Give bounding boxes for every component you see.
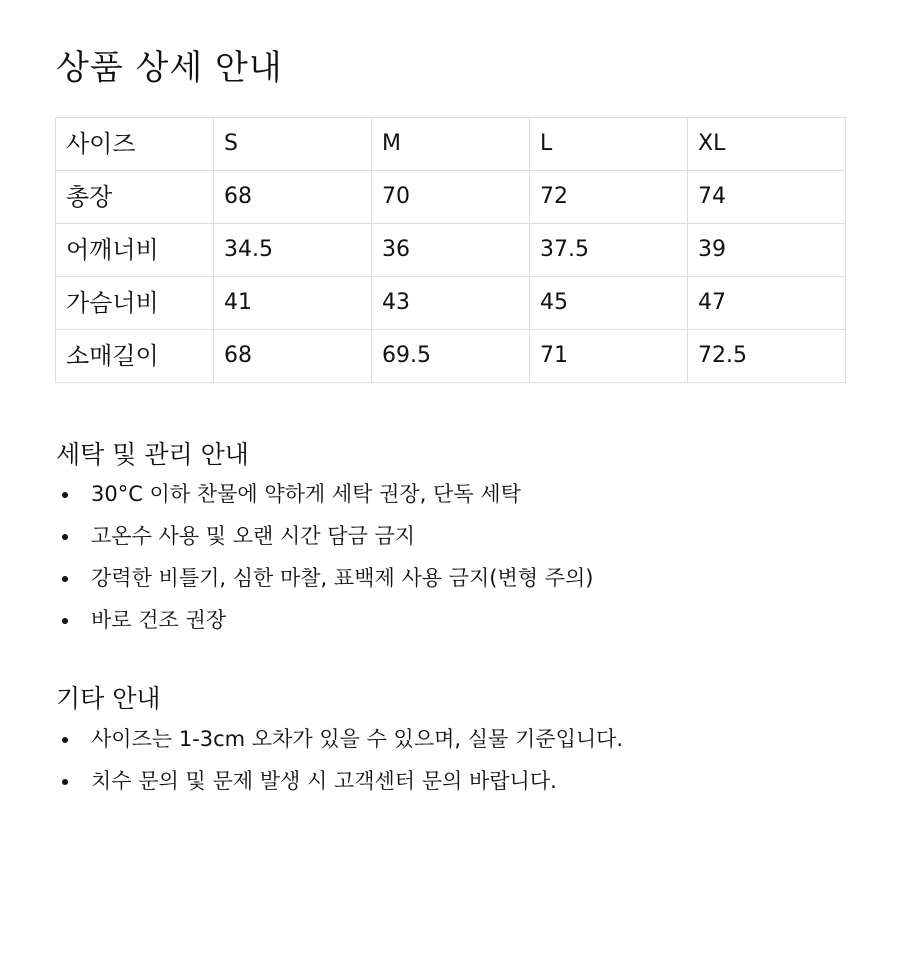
list-item-text: 사이즈는 1-3cm 오차가 있을 수 있으며, 실물 기준입니다. xyxy=(91,727,624,751)
care-list xyxy=(56,480,593,648)
table-row xyxy=(56,330,846,383)
table-cell: 47 xyxy=(688,277,846,330)
bullet-icon xyxy=(62,618,68,624)
table-cell: 가슴너비 xyxy=(56,277,214,330)
table-cell: L xyxy=(530,118,688,171)
list-item xyxy=(56,606,593,648)
table-cell: 36 xyxy=(372,224,530,277)
list-item-text: 강력한 비틀기, 심한 마찰, 표백제 사용 금지(변형 주의) xyxy=(91,566,594,590)
table-cell: 34.5 xyxy=(214,224,372,277)
table-cell: 소매길이 xyxy=(56,330,214,383)
table-cell: 68 xyxy=(214,330,372,383)
list-item xyxy=(56,767,623,809)
table-cell: 68 xyxy=(214,171,372,224)
table-cell: S xyxy=(214,118,372,171)
table-row-header xyxy=(56,118,846,171)
bullet-icon xyxy=(62,492,68,498)
table-row xyxy=(56,277,846,330)
other-list xyxy=(56,725,623,809)
care-section-title: 세탁 및 관리 안내 xyxy=(56,440,249,469)
table-cell: 43 xyxy=(372,277,530,330)
table-cell: 사이즈 xyxy=(56,118,214,171)
table-cell: 69.5 xyxy=(372,330,530,383)
table-cell: 72.5 xyxy=(688,330,846,383)
bullet-icon xyxy=(62,534,68,540)
bullet-icon xyxy=(62,737,68,743)
list-item-text: 치수 문의 및 문제 발생 시 고객센터 문의 바랍니다. xyxy=(91,769,557,793)
table-cell: 총장 xyxy=(56,171,214,224)
page-title: 상품 상세 안내 xyxy=(56,48,283,88)
table-cell: 37.5 xyxy=(530,224,688,277)
table-row xyxy=(56,171,846,224)
table-row xyxy=(56,224,846,277)
size-table xyxy=(55,117,846,383)
list-item xyxy=(56,522,593,564)
list-item xyxy=(56,564,593,606)
table-cell: 74 xyxy=(688,171,846,224)
list-item xyxy=(56,480,593,522)
list-item-text: 바로 건조 권장 xyxy=(91,608,227,632)
bullet-icon xyxy=(62,779,68,785)
list-item-text: 고온수 사용 및 오랜 시간 담금 금지 xyxy=(91,524,416,548)
table-cell: 71 xyxy=(530,330,688,383)
table-cell: 어깨너비 xyxy=(56,224,214,277)
table-cell: XL xyxy=(688,118,846,171)
list-item-text: 30°C 이하 찬물에 약하게 세탁 권장, 단독 세탁 xyxy=(91,482,521,506)
other-section-title: 기타 안내 xyxy=(56,684,161,713)
list-item xyxy=(56,725,623,767)
table-cell: 45 xyxy=(530,277,688,330)
table-cell: M xyxy=(372,118,530,171)
table-cell: 72 xyxy=(530,171,688,224)
table-cell: 41 xyxy=(214,277,372,330)
table-cell: 39 xyxy=(688,224,846,277)
table-cell: 70 xyxy=(372,171,530,224)
bullet-icon xyxy=(62,576,68,582)
